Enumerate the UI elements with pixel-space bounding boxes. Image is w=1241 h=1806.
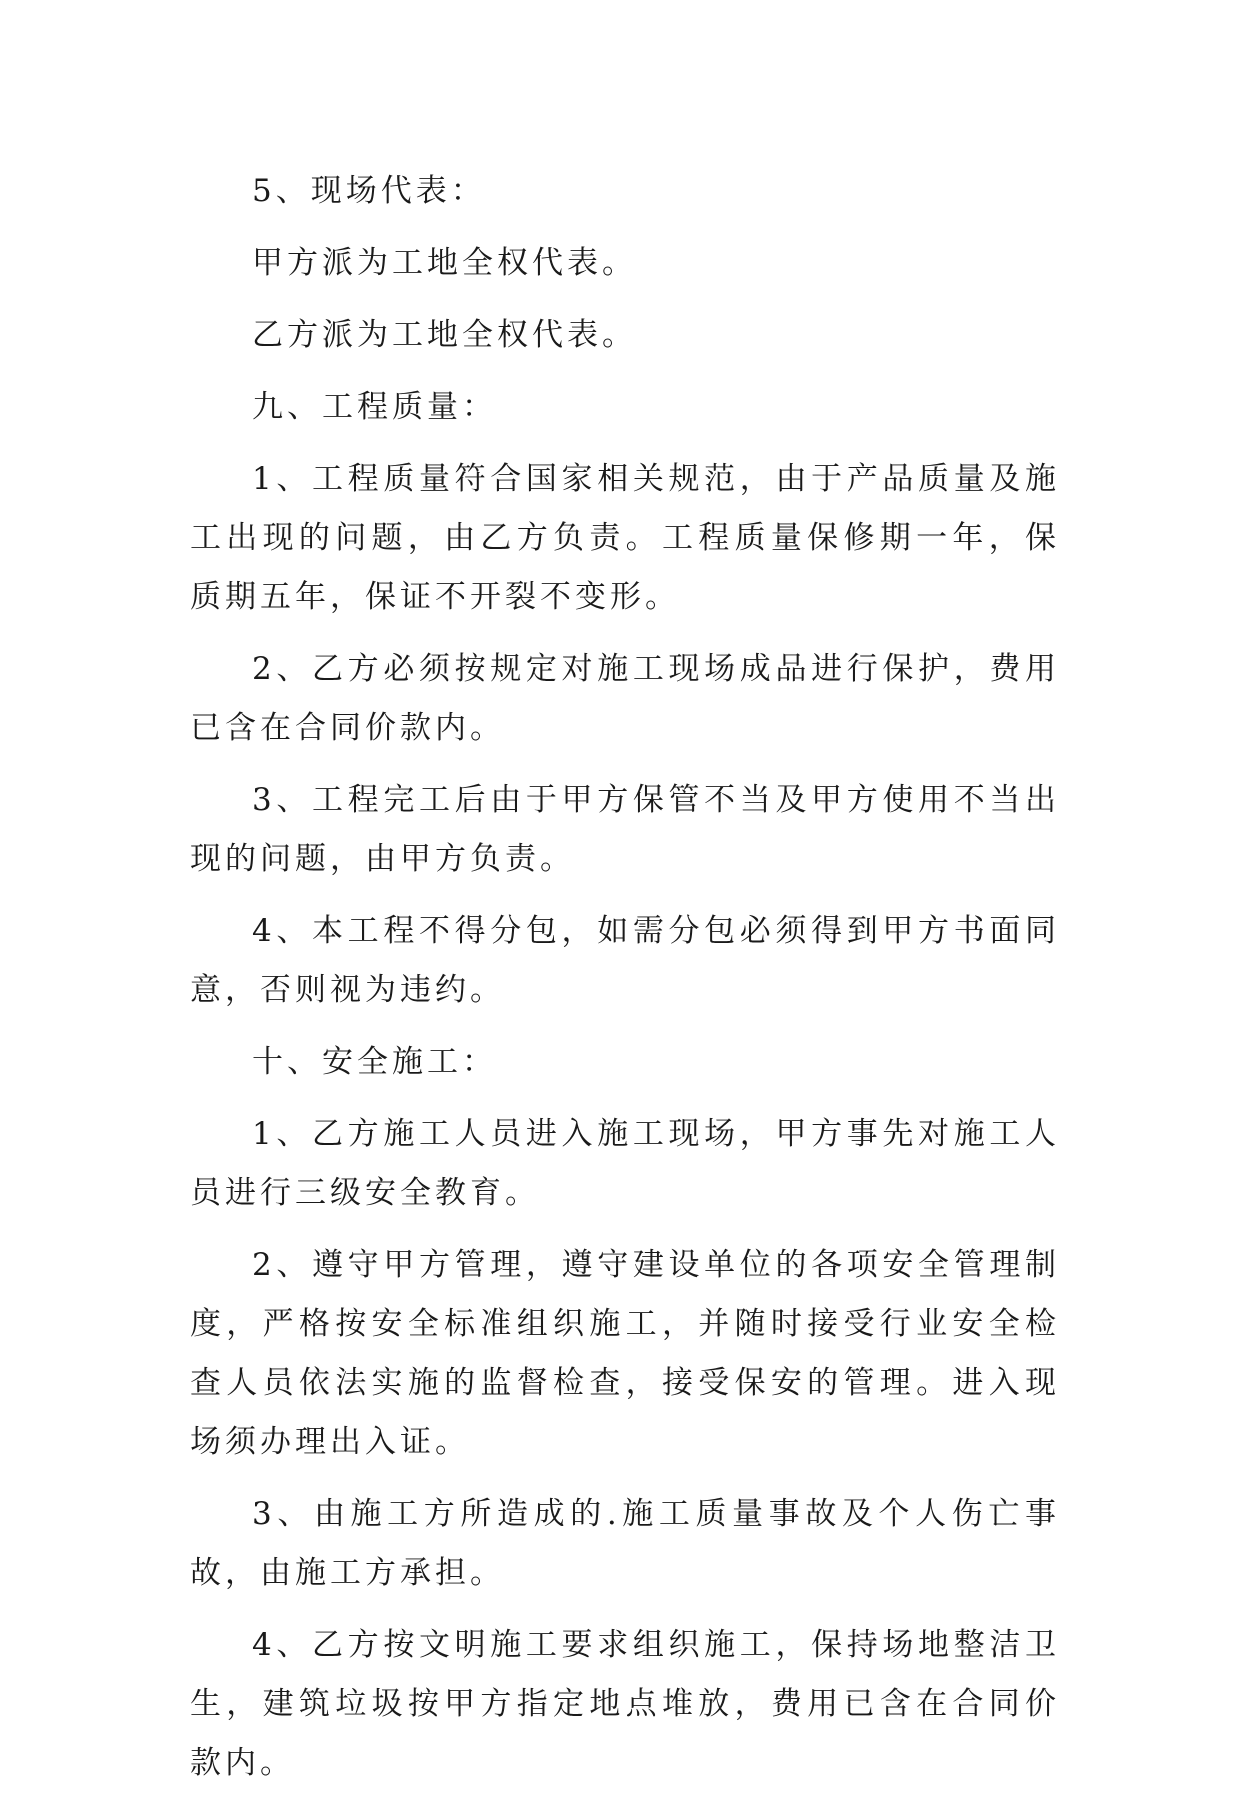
safety-clause-1: 1、乙方施工人员进入施工现场，甲方事先对施工人员进行三级安全教育。 bbox=[190, 1116, 1060, 1211]
quality-clause-1: 1、工程质量符合国家相关规范，由于产品质量及施工出现的问题，由乙方负责。工程质量保修期一年，保质期五年，保证不开裂不变形。 bbox=[190, 461, 1060, 615]
quality-clause-3: 3、工程完工后由于甲方保管不当及甲方使用不当出现的问题，由甲方负责。 bbox=[190, 782, 1060, 877]
quality-clause-4: 4、本工程不得分包，如需分包必须得到甲方书面同意，否则视为违约。 bbox=[190, 913, 1060, 1008]
contract-text bbox=[190, 162, 1060, 1806]
section-nine-heading: 九、工程质量： bbox=[252, 389, 497, 425]
party-b-representative: 乙方派为工地全权代表。 bbox=[252, 317, 637, 353]
party-a-representative: 甲方派为工地全权代表。 bbox=[252, 245, 637, 281]
section-ten-heading: 十、安全施工： bbox=[252, 1044, 497, 1080]
safety-clause-2: 2、遵守甲方管理，遵守建设单位的各项安全管理制度，严格按安全标准组织施工，并随时接受行业安全检查人员依法实施的监督检查，接受保安的管理。进入现场须办理出入证。 bbox=[190, 1247, 1060, 1460]
quality-clause-2: 2、乙方必须按规定对施工现场成品进行保护，费用已含在合同价款内。 bbox=[190, 651, 1060, 746]
safety-clause-3: 3、由施工方所造成的.施工质量事故及个人伤亡事故，由施工方承担。 bbox=[190, 1496, 1060, 1591]
safety-clause-4: 4、乙方按文明施工要求组织施工，保持场地整洁卫生，建筑垃圾按甲方指定地点堆放，费用已含在合同价款内。 bbox=[190, 1627, 1060, 1781]
site-representative-heading: 5、现场代表： bbox=[252, 173, 486, 209]
